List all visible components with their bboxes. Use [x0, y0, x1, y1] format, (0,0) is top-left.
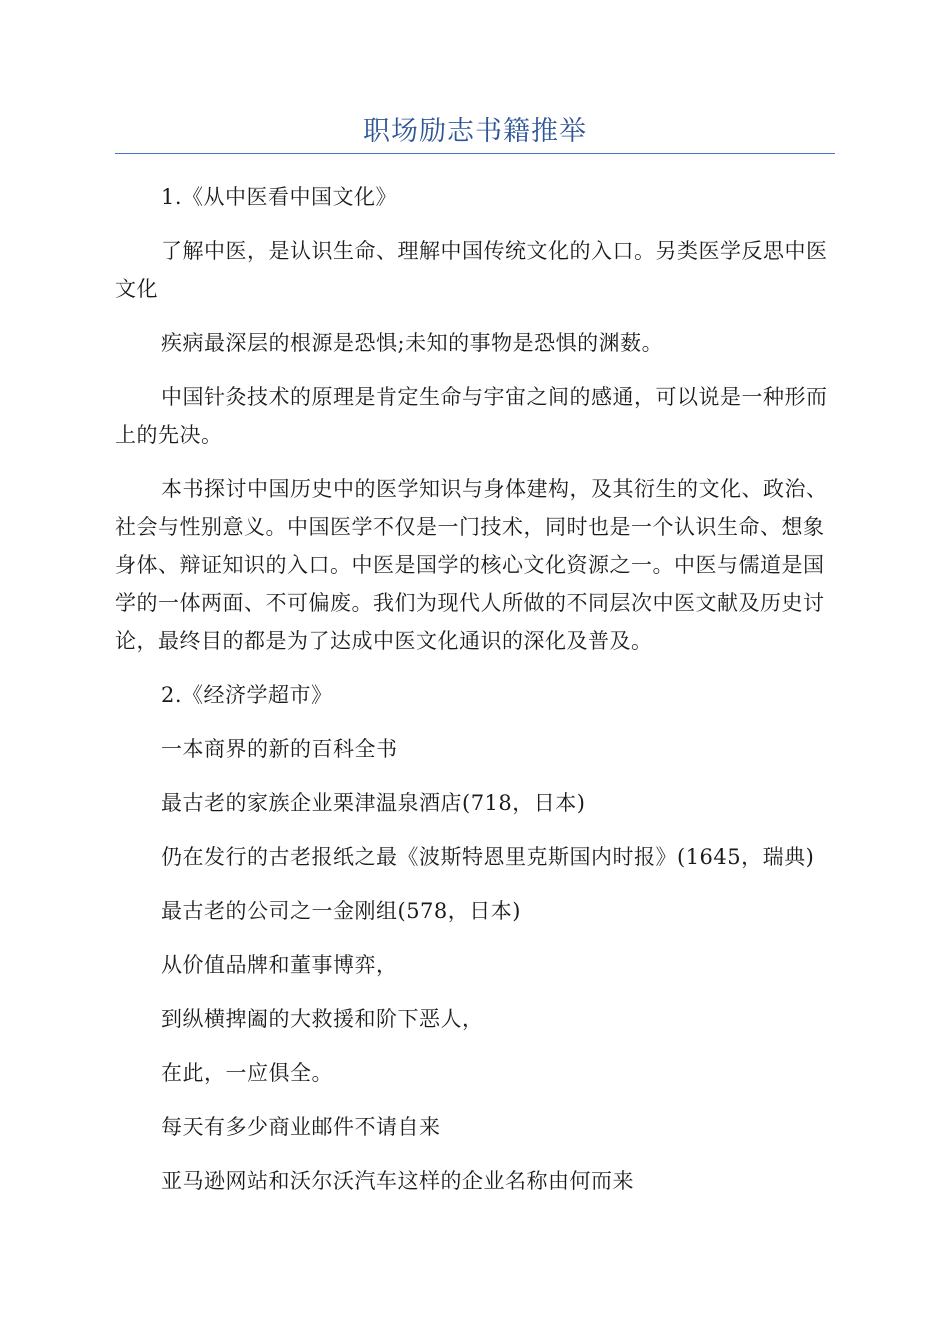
paragraph: 了解中医，是认识生命、理解中国传统文化的入口。另类医学反思中医文化 [115, 239, 828, 301]
title-underline [115, 153, 835, 154]
paragraph: 到纵横捭阖的大救援和阶下恶人， [161, 1007, 484, 1031]
paragraph: 中国针灸技术的原理是肯定生命与宇宙之间的感通，可以说是一种形而上的先决。 [115, 385, 828, 447]
document-title: 职场励志书籍推举 [363, 116, 587, 147]
paragraph: 1.《从中医看中国文化》 [161, 185, 398, 209]
paragraph: 最古老的公司之一金刚组(578，日本) [161, 899, 521, 923]
paragraph: 最古老的家族企业栗津温泉酒店(718，日本) [161, 791, 586, 815]
paragraph: 每天有多少商业邮件不请自来 [161, 1115, 441, 1139]
paragraph: 从价值品牌和董事博弈， [161, 953, 398, 977]
paragraph: 仍在发行的古老报纸之最《波斯特恩里克斯国内时报》(1645，瑞典) [161, 845, 815, 869]
paragraph: 一本商界的新的百科全书 [161, 737, 398, 761]
document-body [115, 178, 835, 1216]
paragraph: 在此，一应俱全。 [161, 1061, 333, 1085]
paragraph: 2.《经济学超市》 [161, 683, 333, 707]
paragraph: 本书探讨中国历史中的医学知识与身体建构，及其衍生的文化、政治、社会与性别意义。中国医学不仅是一门技术，同时也是一个认识生命、想象身体、辩证知识的入口。中医是国学的核心文化资源之一。中医与儒道是国学的一体两面、不可偏废。我们为现代人所做的不同层次中医文献及历史讨论，最终目的都是为了达成中医文化通识的深化及普及。 [115, 477, 828, 653]
paragraph: 亚马逊网站和沃尔沃汽车这样的企业名称由何而来 [161, 1169, 634, 1193]
paragraph: 疾病最深层的根源是恐惧;未知的事物是恐惧的渊薮。 [161, 331, 664, 355]
